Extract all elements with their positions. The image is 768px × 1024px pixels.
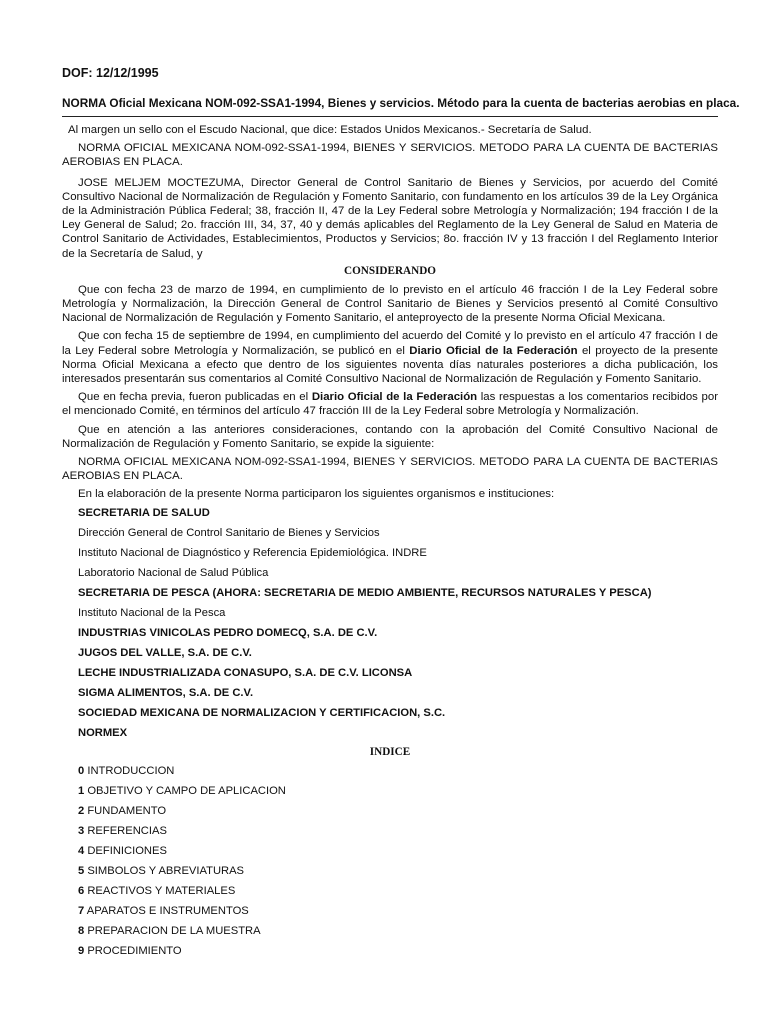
index-number: 6 bbox=[78, 884, 85, 897]
index-label: INTRODUCCION bbox=[87, 764, 175, 777]
organization-item: SOCIEDAD MEXICANA DE NORMALIZACION Y CERTIFICACION, S.C. bbox=[78, 706, 446, 719]
considerando-paragraph-2 bbox=[62, 329, 718, 386]
index-list bbox=[62, 764, 718, 958]
norma-title-paragraph: NORMA OFICIAL MEXICANA NOM-092-SSA1-1994, BIENES Y SERVICIOS. METODO PARA LA CUENTA DE BACTERIAS AEROBIAS EN PLACA. bbox=[62, 142, 718, 169]
text-span: Que en fecha previa, fueron publicadas en el bbox=[78, 391, 312, 404]
index-label: REFERENCIAS bbox=[87, 824, 167, 837]
considerando-heading: CONSIDERANDO bbox=[344, 264, 436, 277]
organization-item: Instituto Nacional de Diagnóstico y Referencia Epidemiológica. INDRE bbox=[78, 546, 427, 559]
organization-item: JUGOS DEL VALLE, S.A. DE C.V. bbox=[78, 646, 252, 659]
organization-item: Dirección General de Control Sanitario de Bienes y Servicios bbox=[78, 526, 380, 539]
organization-item: SECRETARIA DE PESCA (AHORA: SECRETARIA DE MEDIO AMBIENTE, RECURSOS NATURALES Y PESCA) bbox=[78, 586, 652, 599]
participants-intro: En la elaboración de la presente Norma participaron los siguientes organismos e instituciones: bbox=[78, 488, 555, 501]
index-number: 2 bbox=[78, 804, 85, 817]
margin-note: Al margen un sello con el Escudo Nacional, que dice: Estados Unidos Mexicanos.- Secretaría de Salud. bbox=[68, 124, 592, 136]
index-number: 4 bbox=[78, 844, 85, 857]
text-span: Que con fecha 15 de septiembre de 1994, en cumplimiento del acuerdo del Comité y lo previsto en el artículo 47 fracción I de la Ley Federal sobre Metrología y Normalización, se publicó en el bbox=[62, 330, 718, 357]
organization-item: INDUSTRIAS VINICOLAS PEDRO DOMECQ, S.A. DE C.V. bbox=[78, 626, 378, 639]
dof-reference: Diario Oficial de la Federación bbox=[311, 391, 478, 404]
dof-date: DOF: 12/12/1995 bbox=[62, 66, 159, 80]
document-title: NORMA Oficial Mexicana NOM-092-SSA1-1994, Bienes y servicios. Método para la cuenta de bacterias aerobias en placa. bbox=[62, 96, 718, 117]
index-item bbox=[62, 944, 718, 958]
index-label: SIMBOLOS Y ABREVIATURAS bbox=[87, 864, 245, 877]
index-number: 3 bbox=[78, 824, 85, 837]
index-number: 0 bbox=[78, 764, 85, 777]
index-item bbox=[62, 804, 718, 818]
index-label: DEFINICIONES bbox=[87, 844, 167, 857]
norma-title-paragraph-2: NORMA OFICIAL MEXICANA NOM-092-SSA1-1994, BIENES Y SERVICIOS. METODO PARA LA CUENTA DE BACTERIAS AEROBIAS EN PLACA. bbox=[62, 456, 718, 483]
index-label: PREPARACION DE LA MUESTRA bbox=[87, 924, 261, 937]
director-paragraph: JOSE MELJEM MOCTEZUMA, Director General de Control Sanitario de Bienes y Servicios, por acuerdo del Comité Consultivo Nacional de Normalización de Regulación y Fomento Sanitario, con fundamento en los artículos 39 de la Ley Orgánica de la Administración Pública Federal; 38, fracción II, 47 de la Ley Federal sobre Metrología y Normalización; 194 fracción I de la Ley General de Salud; 2o. fracción III, 34, 37, 40 y demás aplicables del Reglamento de la Ley General de Salud en Materia de Control Sanitario de Actividades, Establecimientos, Productos y Servicios; 8o. fracción IV y 13 fracción I del Reglamento Interior de la Secretaría de Salud, y bbox=[62, 176, 718, 260]
index-item bbox=[62, 764, 718, 778]
considerando-paragraph-4: Que en atención a las anteriores consideraciones, contando con la aprobación del Comité Consultivo Nacional de Normalización de Regulación y Fomento Sanitario, se expide la siguiente: bbox=[62, 423, 718, 450]
index-number: 7 bbox=[78, 904, 85, 917]
organization-item: SIGMA ALIMENTOS, S.A. DE C.V. bbox=[78, 686, 254, 699]
index-label: PROCEDIMIENTO bbox=[87, 944, 182, 957]
organization-item: NORMEX bbox=[78, 726, 128, 739]
index-item bbox=[62, 924, 718, 938]
text-span: las respuestas a los comentarios recibidos por el mencionado Comité, en términos del artículo 47 fracción III de la Ley Federal sobre Metrología y Normalización. bbox=[62, 391, 718, 418]
index-number: 8 bbox=[78, 924, 85, 937]
index-number: 9 bbox=[78, 944, 85, 957]
text-span: el proyecto de la presente Norma Oficial Mexicana a efecto que dentro de los siguientes noventa días naturales posteriores a dicha publicación, los interesados presentarán sus comentarios al Comité Consultivo Nacional de Normalización de Regulación y Fomento Sanitario. bbox=[62, 344, 718, 386]
index-heading: INDICE bbox=[369, 745, 411, 758]
dof-reference: Diario Oficial de la Federación bbox=[409, 344, 578, 357]
index-label: APARATOS E INSTRUMENTOS bbox=[86, 904, 249, 917]
index-item bbox=[62, 904, 718, 918]
organization-item: Instituto Nacional de la Pesca bbox=[78, 606, 226, 619]
index-item bbox=[62, 884, 718, 898]
index-item bbox=[62, 864, 718, 878]
considerando-paragraph-3 bbox=[62, 390, 718, 418]
organizations-list bbox=[62, 506, 718, 740]
index-label: FUNDAMENTO bbox=[87, 804, 167, 817]
organization-item: LECHE INDUSTRIALIZADA CONASUPO, S.A. DE C.V. LICONSA bbox=[78, 666, 413, 679]
organization-item: SECRETARIA DE SALUD bbox=[78, 506, 210, 519]
organization-item: Laboratorio Nacional de Salud Pública bbox=[78, 566, 269, 579]
index-item bbox=[62, 784, 718, 798]
index-item bbox=[62, 824, 718, 838]
index-number: 1 bbox=[78, 784, 85, 797]
index-number: 5 bbox=[78, 864, 85, 877]
considerando-paragraph-1: Que con fecha 23 de marzo de 1994, en cumplimiento de lo previsto en el artículo 46 fracción I de la Ley Federal sobre Metrología y Normalización, la Dirección General de Control Sanitario de Bienes y Servicios presentó al Comité Consultivo Nacional de Normalización de Regulación y Fomento Sanitario, el anteproyecto de la presente Norma Oficial Mexicana. bbox=[62, 283, 718, 325]
index-label: OBJETIVO Y CAMPO DE APLICACION bbox=[87, 784, 286, 797]
index-item bbox=[62, 844, 718, 858]
document-page bbox=[62, 66, 740, 964]
index-label: REACTIVOS Y MATERIALES bbox=[87, 884, 236, 897]
